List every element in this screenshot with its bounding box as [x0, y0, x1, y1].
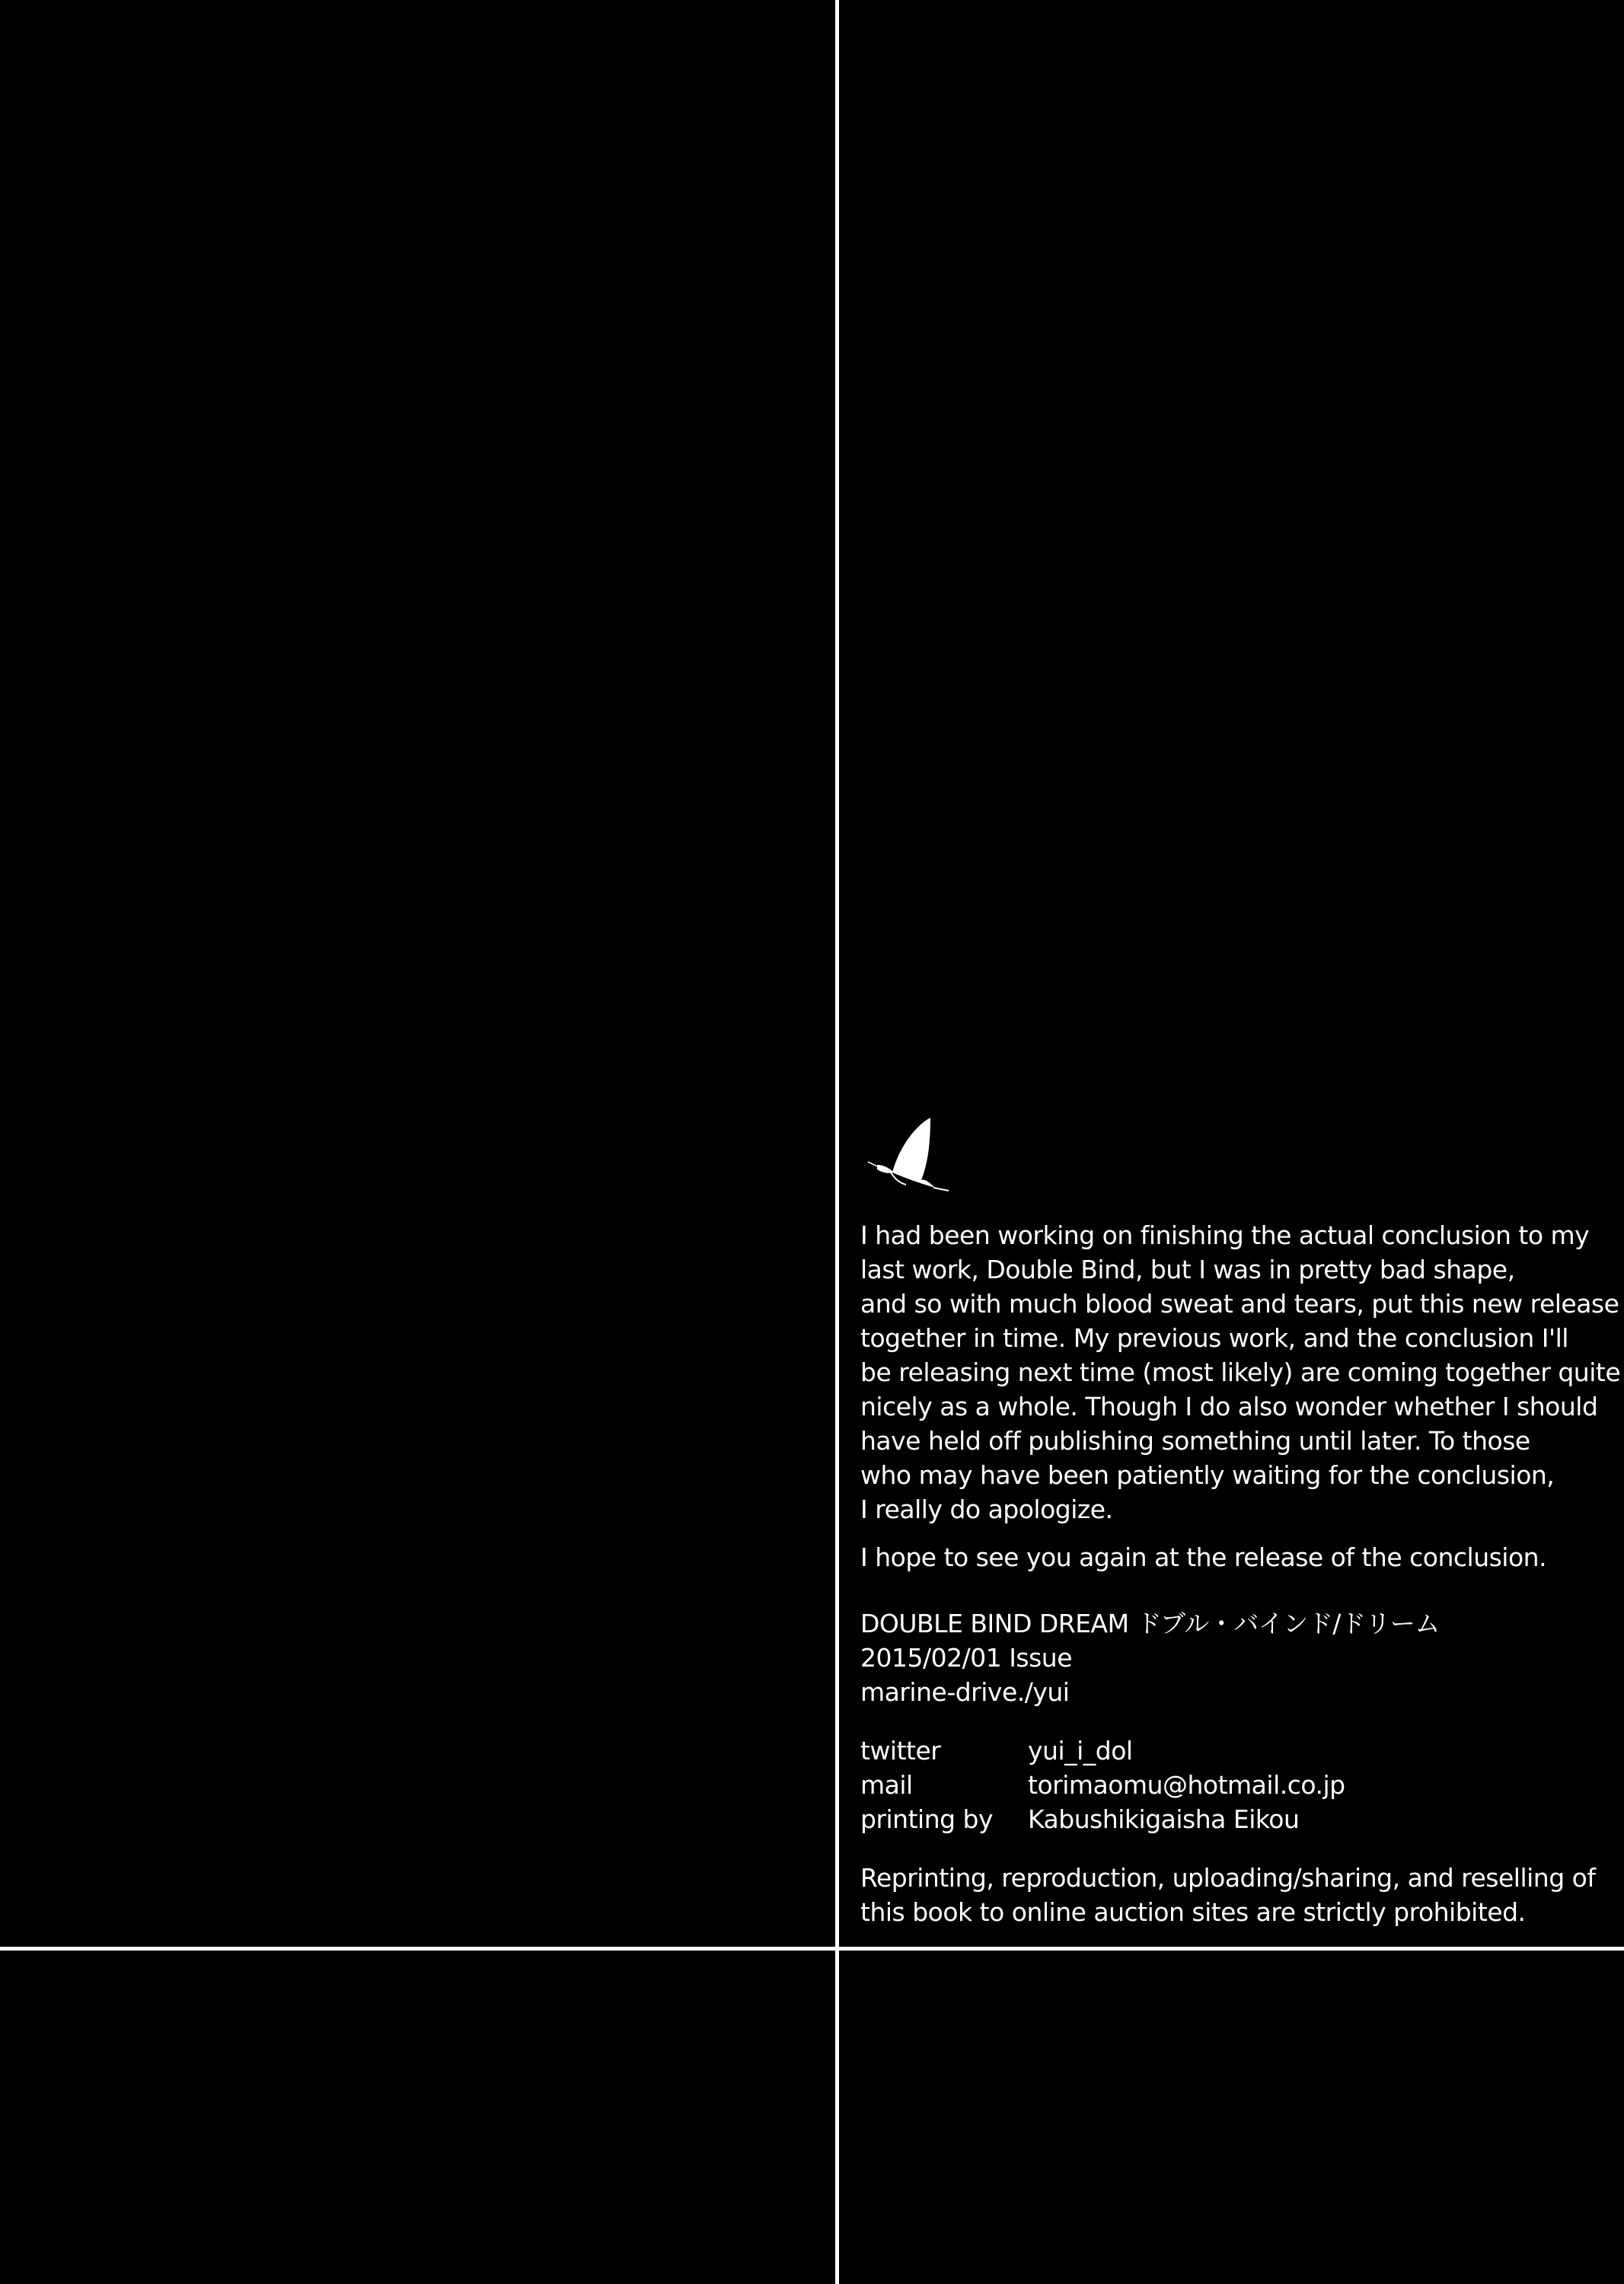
afterword-paragraph	[860, 1218, 1621, 1526]
butterfly-icon	[860, 1112, 959, 1195]
afterword-line: who may have been patiently waiting for the conclusion,	[860, 1460, 1555, 1490]
contact-label: printing by	[860, 1804, 994, 1834]
book-title: DOUBLE BIND DREAM ドブル・バインド/ドリーム	[860, 1609, 1440, 1638]
afterword-line: I really do apologize.	[860, 1494, 1113, 1524]
afterword-line: I had been working on finishing the actual conclusion to my	[860, 1220, 1590, 1250]
afterword-line: last work, Double Bind, but I was in pretty bad shape,	[860, 1255, 1515, 1284]
afterword-line: and so with much blood sweat and tears, put this new release	[860, 1289, 1619, 1319]
afterword-block	[860, 1218, 1621, 1929]
circle-name: marine-drive./yui	[860, 1677, 1070, 1707]
contact-row-printer	[860, 1802, 1606, 1836]
afterword-line: together in time. My previous work, and the conclusion I'll	[860, 1323, 1568, 1353]
closing-remark: I hope to see you again at the release of the conclusion.	[860, 1542, 1547, 1572]
afterword-line: have held off publishing something until later. To those	[860, 1426, 1530, 1456]
vertical-divider-line	[835, 0, 839, 2284]
issue-date: 2015/02/01 Issue	[860, 1643, 1073, 1673]
afterword-line: be releasing next time (most likely) are coming together quite	[860, 1357, 1621, 1387]
twitter-handle: yui_i_dol	[1028, 1736, 1133, 1766]
notice-line: Reprinting, reproduction, uploading/sharing, and reselling of	[860, 1863, 1596, 1893]
printer-name: Kabushikigaisha Eikou	[1028, 1804, 1300, 1834]
contact-row-mail	[860, 1768, 1606, 1802]
horizontal-divider-line	[0, 1947, 1624, 1951]
copyright-notice	[860, 1861, 1606, 1929]
contact-label: mail	[860, 1770, 913, 1800]
afterword-line: nicely as a whole. Though I do also wonder whether I should	[860, 1392, 1598, 1421]
contact-label: twitter	[860, 1736, 941, 1766]
contact-list	[860, 1734, 1606, 1836]
contact-row-twitter	[860, 1734, 1606, 1768]
email-address: torimaomu@hotmail.co.jp	[1028, 1770, 1345, 1800]
notice-line: this book to online auction sites are strictly prohibited.	[860, 1897, 1526, 1927]
colophon	[860, 1606, 1606, 1709]
